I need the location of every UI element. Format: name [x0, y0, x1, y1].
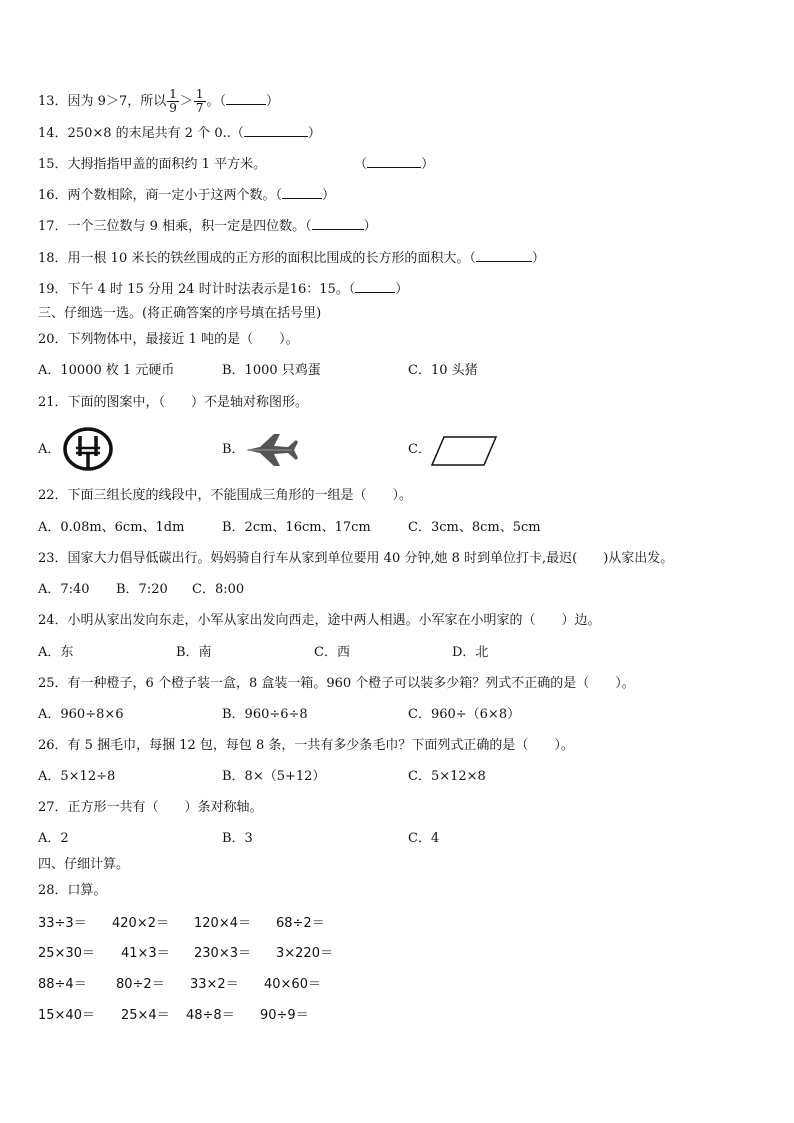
option-24-d[interactable]: D．北 [452, 645, 489, 660]
question-17-text: 17．一个三位数与 9 相乘，积一定是四位数。（ [38, 219, 312, 234]
option-22-c[interactable]: C．3cm、8cm、5cm [408, 520, 541, 535]
option-20-a[interactable]: A．10000 枚 1 元硬币 [38, 363, 175, 378]
calc-item: 3×220＝ [276, 946, 333, 961]
question-20: 20．下列物体中，最接近 1 吨的是（ ）。 [38, 332, 299, 347]
option-21-a-label[interactable]: A． [38, 442, 61, 457]
calc-item: 40×60＝ [264, 977, 321, 992]
calc-item: 90÷9＝ [260, 1008, 309, 1023]
question-13: 13．因为 9＞7，所以 $\frac{1}{9}$ ＞ $\frac{1}{7}$ 。（ ） [38, 87, 280, 115]
option-27-b[interactable]: B．3 [222, 831, 253, 846]
option-24-c[interactable]: C．西 [314, 645, 350, 660]
option-26-a[interactable]: A．5×12÷8 [38, 769, 116, 784]
question-22: 22．下面三组长度的线段中，不能围成三角形的一组是（ ）。 [38, 488, 413, 503]
calc-item: 25×30＝ [38, 946, 95, 961]
bank-logo-icon [62, 426, 114, 472]
question-24: 24．小明从家出发向东走，小军从家出发向西走，途中两人相遇。小军家在小明家的（ ）边。 [38, 613, 601, 628]
option-25-b[interactable]: B．960÷6÷8 [222, 707, 308, 722]
question-16: 16．两个数相除，商一定小于这两个数。（ ） [38, 188, 336, 203]
option-24-a[interactable]: A．东 [38, 645, 74, 660]
answer-blank-17[interactable] [312, 217, 364, 230]
answer-blank-19[interactable] [355, 280, 395, 293]
option-22-a[interactable]: A．0.08m、6cm、1dm [38, 520, 185, 535]
answer-blank-15[interactable] [367, 155, 421, 168]
calc-item: 120×4＝ [194, 916, 251, 931]
question-26: 26．有 5 捆毛巾，每捆 12 包，每包 8 条，一共有多少条毛巾？下面列式正确的是（ ）。 [38, 738, 574, 753]
calc-item: 230×3＝ [194, 946, 251, 961]
question-19-text: 19．下午 4 时 15 分用 24 时计时法表示是16：15。（ [38, 282, 356, 297]
option-25-c[interactable]: C．960÷（6×8） [408, 707, 521, 722]
question-14: 14．250×8 的末尾共有 2 个 0..（ ） [38, 126, 321, 141]
question-16-text: 16．两个数相除，商一定小于这两个数。（ [38, 188, 283, 203]
option-26-c[interactable]: C．5×12×8 [408, 769, 486, 784]
question-13-suffix: 。（ [206, 94, 227, 109]
section-3-title: 三、仔细选一选。(将正确答案的序号填在括号里) [38, 306, 322, 321]
option-23-a[interactable]: A．7:40 [38, 582, 90, 597]
calc-item: 48÷8＝ [186, 1008, 235, 1023]
question-14-text: 14．250×8 的末尾共有 2 个 0..（ [38, 126, 244, 141]
question-27: 27．正方形一共有（ ）条对称轴。 [38, 800, 263, 815]
question-21: 21．下面的图案中，（ ）不是轴对称图形。 [38, 395, 309, 410]
option-24-b[interactable]: B．南 [176, 645, 212, 660]
option-26-b[interactable]: B．8×（5+12） [222, 769, 326, 784]
calc-item: 68÷2＝ [276, 916, 325, 931]
fraction-one-ninth: $\frac{1}{9}$ [169, 87, 177, 115]
question-23: 23．国家大力倡导低碳出行。妈妈骑自行车从家到单位要用 40 分钟,她 8 时到单位打卡,最迟( )从家出发。 [38, 551, 674, 566]
parallelogram-shape [430, 435, 500, 467]
option-23-c[interactable]: C．8:00 [192, 582, 245, 597]
fighter-jet-icon [244, 430, 298, 470]
calc-item: 15×40＝ [38, 1008, 95, 1023]
calc-item: 33×2＝ [190, 977, 239, 992]
option-20-c[interactable]: C．10 头猪 [408, 363, 478, 378]
question-17: 17．一个三位数与 9 相乘，积一定是四位数。（ ） [38, 219, 377, 234]
option-20-b[interactable]: B．1000 只鸡蛋 [222, 363, 321, 378]
question-25: 25．有一种橙子，6 个橙子装一盒，8 盒装一箱。960 个橙子可以装多少箱？列式不正确的是（ ）。 [38, 676, 635, 691]
option-22-b[interactable]: B．2cm、16cm、17cm [222, 520, 371, 535]
calc-item: 25×4＝ [121, 1008, 170, 1023]
section-4-title: 四、仔细计算。 [38, 857, 130, 872]
option-25-a[interactable]: A．960÷8×6 [38, 707, 124, 722]
question-19: 19．下午 4 时 15 分用 24 时计时法表示是16：15。（ ） [38, 282, 409, 297]
calc-item: 420×2＝ [112, 916, 169, 931]
question-18: 18．用一根 10 米长的铁丝围成的正方形的面积比围成的长方形的面积大。（ ） [38, 251, 545, 266]
question-28: 28．口算。 [38, 883, 107, 898]
answer-blank-14[interactable] [244, 124, 308, 137]
answer-blank-13[interactable] [226, 92, 266, 105]
calc-item: 41×3＝ [121, 946, 170, 961]
question-15: 15．大拇指指甲盖的面积约 1 平方米。 （ ） [38, 157, 435, 172]
greater-than-sign: ＞ [179, 94, 193, 109]
calc-item: 33÷3＝ [38, 916, 87, 931]
answer-blank-16[interactable] [282, 186, 322, 199]
option-27-c[interactable]: C．4 [408, 831, 440, 846]
question-18-text: 18．用一根 10 米长的铁丝围成的正方形的面积比围成的长方形的面积大。（ [38, 251, 476, 266]
calc-item: 88÷4＝ [38, 977, 87, 992]
option-21-c-label[interactable]: C． [408, 442, 431, 457]
option-21-b-label[interactable]: B． [222, 442, 245, 457]
question-13-prefix: 13．因为 9＞7，所以 [38, 94, 167, 109]
answer-blank-18[interactable] [476, 249, 532, 262]
question-15-text: 15．大拇指指甲盖的面积约 1 平方米。 [38, 157, 267, 172]
option-23-b[interactable]: B．7:20 [116, 582, 168, 597]
fraction-one-seventh: $\frac{1}{7}$ [195, 87, 204, 115]
option-27-a[interactable]: A．2 [38, 831, 69, 846]
calc-item: 80÷2＝ [116, 977, 165, 992]
